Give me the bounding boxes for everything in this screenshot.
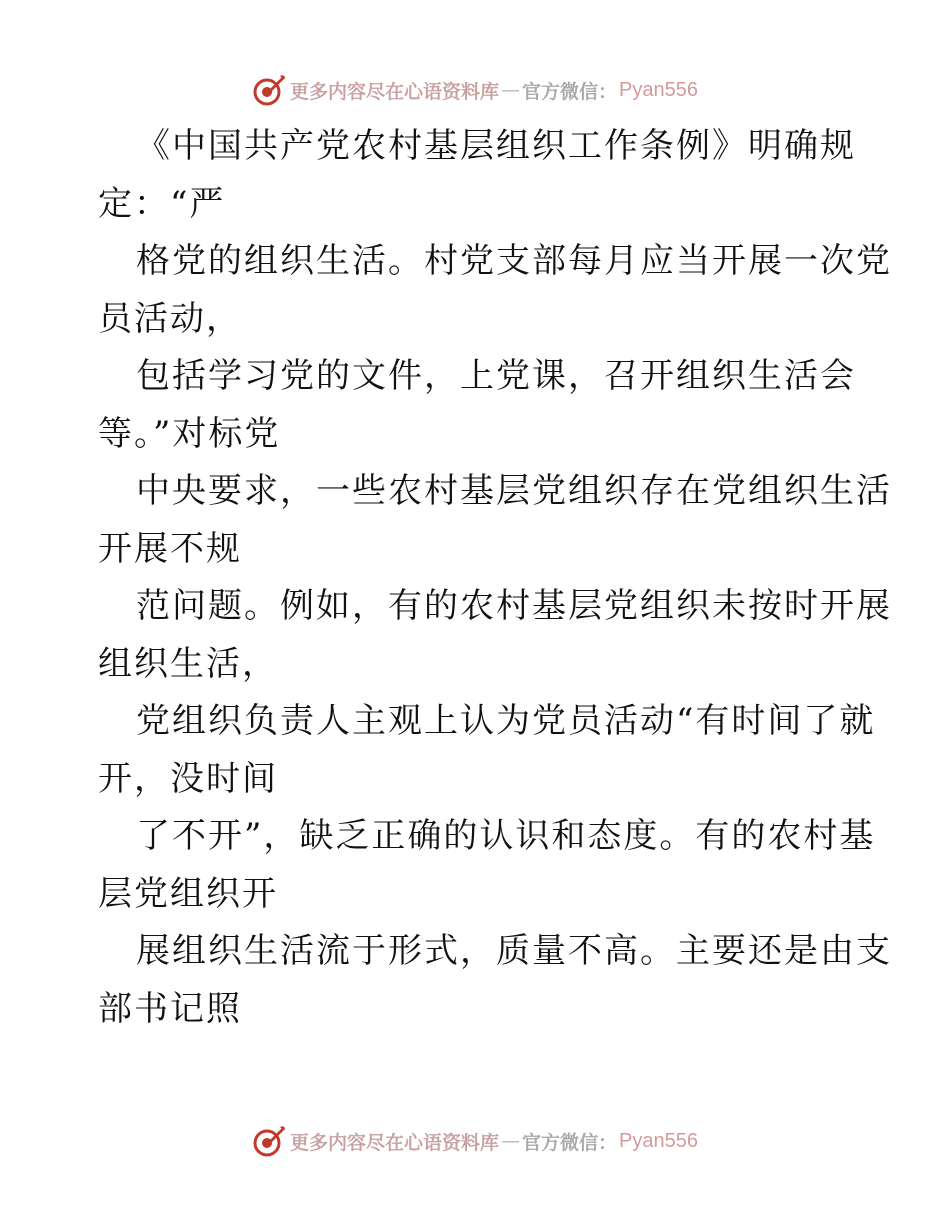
body-line-1: 《中国共产党农村基层组织工作条例》明确规 xyxy=(136,126,856,166)
footer-wechat-id: Pyan556 xyxy=(619,1129,698,1152)
body-line-15: 展组织生活流于形式，质量不高。主要还是由支 xyxy=(136,931,892,971)
body-line-7: 中央要求，一些农村基层党组织存在党组织生活 xyxy=(136,471,892,511)
body-line-12: 开，没时间 xyxy=(98,758,278,799)
body-line-14: 层党组织开 xyxy=(98,873,278,914)
body-line-11: 党组织负责人主观上认为党员活动“有时间了就 xyxy=(136,701,876,741)
body-line-5: 包括学习党的文件，上党课，召开组织生活会 xyxy=(136,356,856,396)
header-official-label: 官方微信： xyxy=(522,80,618,103)
header-brand-text: 更多内容尽在心语资料库 xyxy=(290,80,500,103)
body-line-6: 等。”对标党 xyxy=(98,413,281,454)
body-line-4: 员活动， xyxy=(98,298,242,339)
quill-logo-icon xyxy=(252,73,286,107)
footer-banner xyxy=(0,1121,950,1161)
body-line-3: 格党的组织生活。村党支部每月应当开展一次党 xyxy=(136,241,892,281)
body-line-13: 了不开”，缺乏正确的认识和态度。有的农村基 xyxy=(136,816,876,856)
header-dash: — xyxy=(501,79,521,101)
body-line-10: 组织生活， xyxy=(98,643,278,684)
header-banner xyxy=(0,70,950,110)
footer-dash: — xyxy=(501,1130,521,1152)
body-line-8: 开展不规 xyxy=(98,528,242,569)
footer-brand-text: 更多内容尽在心语资料库 xyxy=(290,1131,500,1154)
body-line-9: 范问题。例如，有的农村基层党组织未按时开展 xyxy=(136,586,892,626)
quill-logo-icon xyxy=(252,1124,286,1158)
body-line-2: 定：“严 xyxy=(98,183,226,224)
footer-official-label: 官方微信： xyxy=(522,1131,618,1154)
body-line-16: 部书记照 xyxy=(98,988,242,1029)
header-wechat-id: Pyan556 xyxy=(619,78,698,101)
document-body xyxy=(98,118,892,1038)
